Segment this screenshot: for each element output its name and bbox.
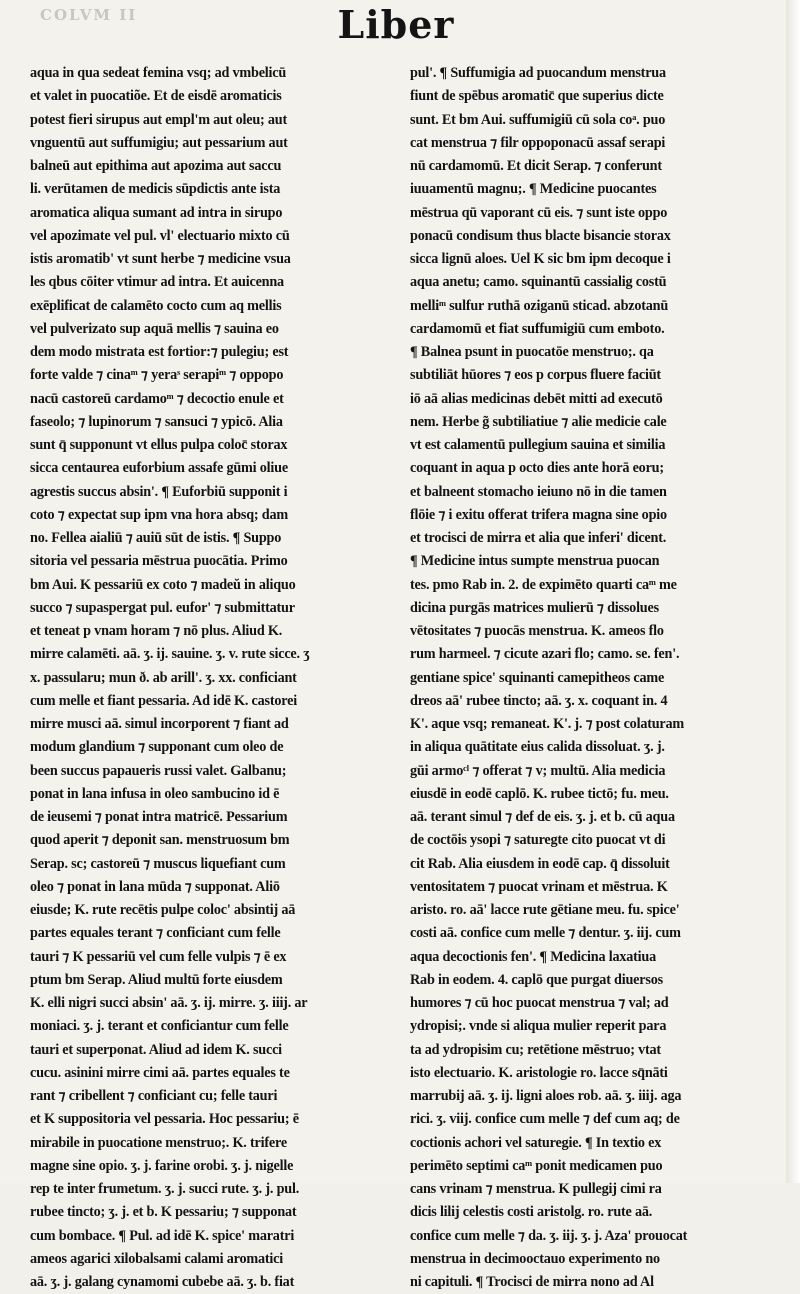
text-line: ventositatem ⁊ puocat vrinam et mēstrua. K: [410, 878, 668, 895]
text-line: faseolo; ⁊ lupinorum ⁊ sansuci ⁊ ypicō. Alia: [30, 413, 283, 430]
text-line: vētositates ⁊ puocās menstrua. K. ameos flo: [410, 623, 664, 639]
text-line: dreos aā' rubee tincto; aā. ʒ. x. coquant in. 4: [410, 692, 668, 709]
text-line: cans vrinam ⁊ menstrua. K pullegij cimi ra: [410, 1181, 662, 1197]
text-line: ponat in lana infusa in oleo sambucino id ē: [30, 785, 280, 802]
text-line: mirabile in puocatione menstruo;. K. trifere: [30, 1134, 287, 1151]
text-line: agrestis succus absin'. ¶ Euforbiū supponit i: [30, 483, 288, 500]
text-line: Serap. sc; castoreū ⁊ muscus liquefiant cum: [30, 855, 286, 872]
faint-running-head: COLVM II: [40, 6, 138, 24]
text-line: K'. aque vsq; remaneat. K'. j. ⁊ post colaturam: [410, 716, 685, 732]
text-line: rum harmeel. ⁊ cicute azari flo; camo. se. fen'.: [410, 646, 680, 663]
text-line: humores ⁊ cū hoc puocat menstrua ⁊ val; ad: [410, 995, 669, 1011]
text-line: menstrua in decimooctauo experimento no: [410, 1250, 660, 1267]
text-line: sicca lignū aloes. Uel K sic bm ipm decoque i: [410, 251, 671, 267]
text-line: et balneent stomacho ieiuno nō in die tamen: [410, 483, 667, 500]
text-line: isto electuario. K. aristologie ro. lacce sq̄nāti: [410, 1064, 668, 1081]
text-line: partes equales terant ⁊ conficiant cum felle: [30, 925, 281, 942]
text-line: dem modo mistrata est fortior:⁊ pulegiu; est: [30, 344, 289, 360]
text-line: aqua in qua sedeat femina vsq; ad vmbelicū: [30, 65, 287, 81]
text-line: aromatica aliqua sumant ad intra in sirupo: [30, 204, 283, 221]
text-line: eiusde; K. rute recētis pulpe coloc' absintij aā: [30, 902, 296, 918]
text-line: gūi armoᶜˡ ⁊ offerat ⁊ v; multū. Alia medicia: [410, 762, 666, 779]
text-line: gentiane spice' squinanti camepitheos came: [410, 669, 665, 686]
text-line: vt est calamentū pullegium sauina et similia: [410, 437, 666, 453]
text-line: rubee tincto; ʒ. j. et b. K pessariu; ⁊ supponat: [30, 1204, 297, 1221]
text-line: dicina purgās matrices mulierū ⁊ dissolues: [410, 599, 659, 616]
text-line: cit Rab. Alia eiusdem in eodē cap. q̄ dissoluit: [410, 855, 670, 872]
text-line: flōie ⁊ i exitu offerat trifera magna sine opio: [410, 506, 667, 523]
text-line: melliᵐ sulfur ruthā oziganū sticad. abzotanū: [410, 297, 669, 314]
text-line: magne sine opio. ʒ. j. farine orobi. ʒ. j. nigelle: [30, 1157, 294, 1174]
text-line: ameos agarici xilobalsami calami aromatici: [30, 1250, 283, 1267]
text-line: aā. terant simul ⁊ def de eis. ʒ. j. et b. cū aqua: [410, 809, 675, 825]
page-edge-shadow: [786, 0, 800, 1183]
text-line: aqua decoctionis fen'. ¶ Medicina laxatiua: [410, 948, 656, 965]
text-line: coctionis achori vel saturegie. ¶ In textio ex: [410, 1134, 662, 1151]
text-line: ydropisi;. vnde si aliqua mulier reperit para: [410, 1018, 667, 1035]
text-line: ptum bm Serap. Aliud multū forte eiusdem: [30, 971, 283, 988]
text-line: nacū castoreū cardamoᵐ ⁊ decoctio enule et: [30, 390, 284, 407]
text-line: moniaci. ʒ. j. terant et conficiantur cum felle: [30, 1018, 289, 1035]
text-line: Rab in eodem. 4. caplō que purgat diuersos: [410, 971, 663, 988]
text-line: aristo. ro. aā' lacce rute gētiane meu. fu. spice': [410, 902, 680, 918]
text-line: perimēto septimi caᵐ ponit medicamen puo: [410, 1157, 663, 1174]
text-line: x. passularu; mun ð. ab arill'. ʒ. xx. conficiant: [30, 669, 297, 686]
text-line: dicis lilij celestis costi aristolg. ro. rute aā.: [410, 1204, 653, 1221]
text-line: in aliqua quātitate eius calida dissoluat. ʒ. j.: [410, 739, 665, 756]
text-line: ta ad ydropisim cu; retētione mēstruo; vtat: [410, 1041, 661, 1058]
text-line: aā. ʒ. j. galang cynamomi cubebe aā. ʒ. b. fiat: [30, 1274, 295, 1290]
text-line: been succus papaueris russi valet. Galbanu;: [30, 762, 287, 779]
text-line: ¶ Balnea psunt in puocatōe menstruo;. qa: [410, 344, 654, 360]
text-line: nem. Herbe g̃ subtiliatiue ⁊ alie medicie cale: [410, 413, 667, 430]
text-line: cum melle et fiant pessaria. Ad idē K. castorei: [30, 692, 297, 709]
text-line: sunt q̄ supponunt vt ellus pulpa coloc̄ storax: [30, 437, 288, 453]
text-line: succo ⁊ supaspergat pul. eufor' ⁊ submittatur: [30, 599, 295, 616]
text-line: modum glandium ⁊ supponant cum oleo de: [30, 739, 284, 756]
text-line: coto ⁊ expectat sup ipm vna hora absq; dam: [30, 506, 288, 523]
text-line: sicca centaurea euforbium assafe gūmi oliue: [30, 460, 288, 477]
text-line: pul'. ¶ Suffumigia ad puocandum menstrua: [410, 65, 666, 81]
page-title: Liber: [337, 2, 455, 47]
text-line: tauri et superponat. Aliud ad idem K. succi: [30, 1041, 282, 1058]
text-line: balneū aut epithima aut apozima aut saccu: [30, 158, 282, 174]
text-line: forte valde ⁊ cinaᵐ ⁊ yeraˢ serapiᵐ ⁊ oppopo: [30, 367, 284, 384]
text-line: vel pulverizato sup aquā mellis ⁊ sauina eo: [30, 320, 279, 337]
text-line: cum bombace. ¶ Pul. ad idē K. spice' maratri: [30, 1227, 295, 1244]
text-line: de ieusemi ⁊ ponat intra matricē. Pessarium: [30, 809, 288, 825]
text-line: marrubij aā. ʒ. ij. ligni aloes rob. aā. ʒ. iiij. aga: [410, 1088, 682, 1104]
text-line: nū cardamomū. Et dicit Serap. ⁊ conferunt: [410, 158, 662, 174]
text-line: de coctōis ysopi ⁊ saturegte cito puocat vt di: [410, 832, 666, 849]
text-line: subtiliāt hūores ⁊ eos p corpus fluere faciūt: [410, 367, 661, 384]
text-line: tauri ⁊ K pessariū vel cum felle vulpis ⁊ ē ex: [30, 948, 287, 965]
text-line: rep te inter frumetum. ʒ. j. succi rute. ʒ. j. pul.: [30, 1181, 300, 1197]
left-text-column: [30, 62, 394, 1290]
text-line: cucu. asinini mirre cimi aā. partes equales te: [30, 1064, 290, 1081]
text-line: confice cum melle ⁊ da. ʒ. iij. ʒ. j. Aza' prouocat: [410, 1227, 688, 1244]
text-line: li. verūtamen de medicis sūpdictis ante ista: [30, 181, 281, 198]
right-text-column: [410, 62, 774, 1290]
text-line: mēstrua qū vaporant cū eis. ⁊ sunt iste oppo: [410, 204, 668, 221]
text-line: fiunt de spēbus aromatic̄ que superius dicte: [410, 88, 664, 105]
text-line: et teneat p vnam horam ⁊ nō plus. Aliud K.: [30, 623, 283, 639]
text-line: ponacū condisum thus blacte bisancie storax: [410, 227, 671, 244]
text-line: cat menstrua ⁊ filr oppoponacū assaf serapi: [410, 134, 666, 151]
text-line: K. elli nigri succi absin' aā. ʒ. ij. mirre. ʒ. iiij. ar: [30, 995, 308, 1011]
text-line: no. Fellea aialiū ⁊ auiū sūt de istis. ¶ Suppo: [30, 530, 282, 546]
text-line: costi aā. confice cum melle ⁊ dentur. ʒ. iij. cum: [410, 925, 681, 942]
text-line: vel apozimate vel pul. vl' electuario mixto cū: [30, 227, 290, 244]
text-line: eiusdē in eodē caplō. K. rubee tictō; fu. meu.: [410, 785, 669, 802]
text-line: oleo ⁊ ponat in lana mūda ⁊ supponat. Aliō: [30, 878, 280, 895]
text-line: vnguentū aut suffumigiu; aut pessarium aut: [30, 134, 288, 151]
text-line: iō aā alias medicinas debēt mitti ad executō: [410, 390, 663, 407]
text-line: quod aperit ⁊ deponit san. menstruosum bm: [30, 832, 290, 849]
text-line: sunt. Et bm Aui. suffumigiū cū sola coᵃ. puo: [410, 111, 666, 128]
text-line: coquant in aqua p octo dies ante horā eoru;: [410, 460, 664, 477]
text-line: et K suppositoria vel pessaria. Hoc pessariu; ē: [30, 1111, 299, 1128]
text-line: potest fieri sirupus aut empl'm aut oleu; aut: [30, 111, 288, 128]
text-line: sitoria vel pessaria mēstrua puocātia. Primo: [30, 553, 288, 570]
text-line: mirre calamēti. aā. ʒ. ij. sauine. ʒ. v. rute sicce. ʒ: [30, 646, 310, 663]
text-line: ni capituli. ¶ Trocisci de mirra nono ad Al: [410, 1274, 654, 1290]
text-line: ¶ Medicine intus sumpte menstrua puocan: [410, 553, 660, 570]
text-line: iuuamentū magnu;. ¶ Medicine puocantes: [410, 181, 657, 198]
text-line: bm Aui. K pessariū ex coto ⁊ madeŭ in aliquo: [30, 576, 296, 593]
text-line: cardamomū et fiat suffumigiū cum emboto.: [410, 320, 665, 337]
text-line: rant ⁊ cribellent ⁊ conficiant cu; felle tauri: [30, 1088, 278, 1104]
text-line: tes. pmo Rab in. 2. de expimēto quarti caᵐ me: [410, 576, 677, 593]
text-line: exēplificat de calamēto cocto cum aq mellis: [30, 297, 282, 314]
text-line: les qbus cōiter vtimur ad intra. Et auicenna: [30, 274, 284, 291]
text-line: aqua anetu; camo. squinantū cassialig costū: [410, 274, 667, 291]
text-line: istis aromatib' vt sunt herbe ⁊ medicine vsua: [30, 251, 291, 267]
text-line: et valet in puocatiõe. Et de eisdē aromaticis: [30, 88, 282, 105]
text-line: mirre musci aā. simul incorporent ⁊ fiant ad: [30, 716, 289, 732]
text-line: et trocisci de mirra et alia que inferi' dicent.: [410, 530, 667, 546]
text-line: rici. ʒ. viij. confice cum melle ⁊ def cum aq; de: [410, 1111, 680, 1128]
